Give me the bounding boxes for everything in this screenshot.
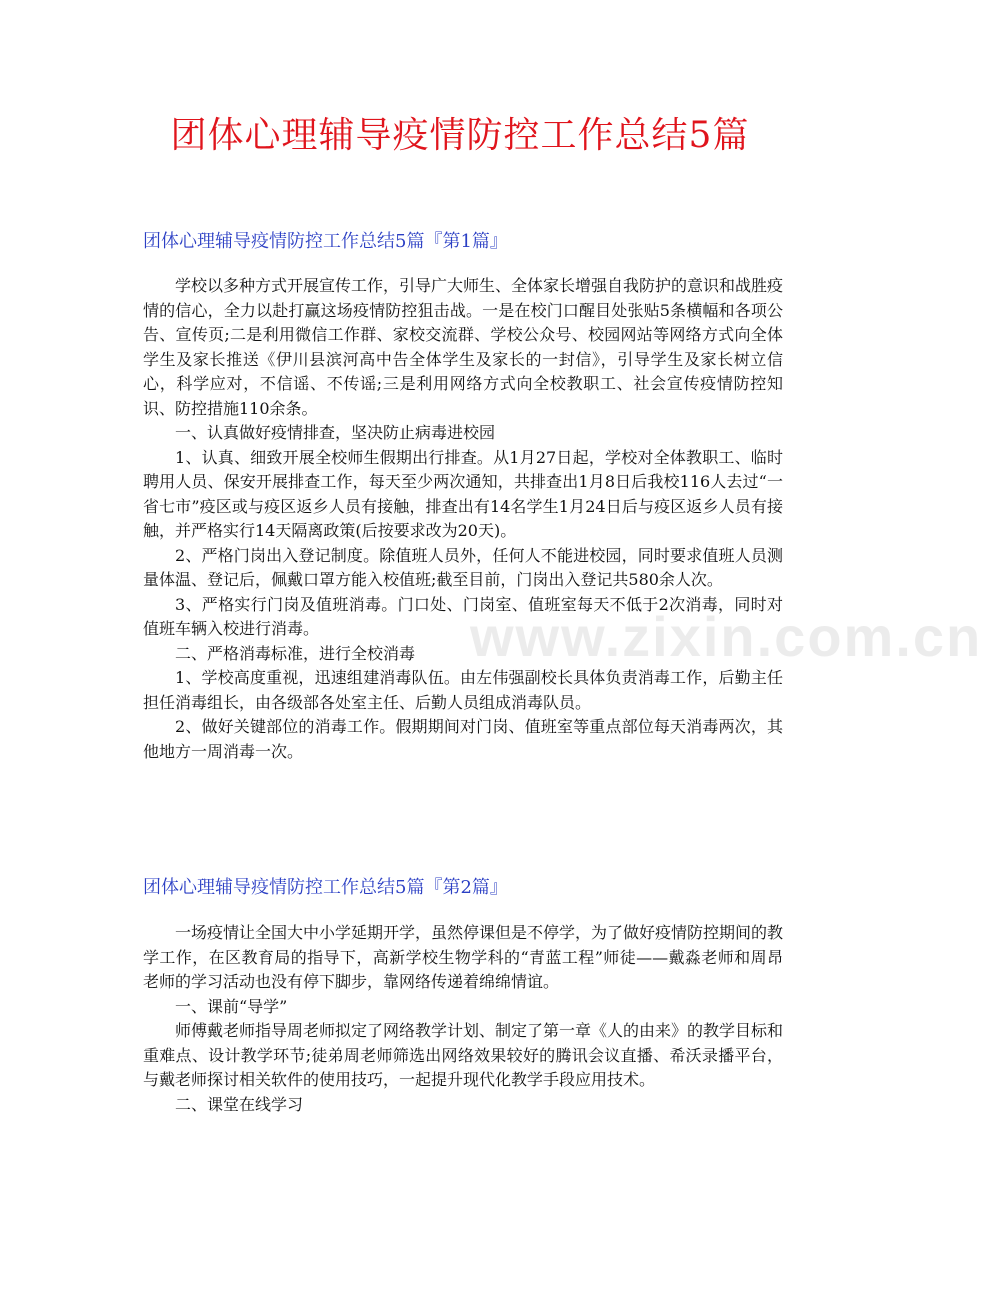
paragraph: 3、严格实行门岗及值班消毒。门口处、门岗室、值班室每天不低于2次消毒，同时对值班车辆入校进行消毒。 [143, 594, 783, 638]
paragraph: 学校以多种方式开展宣传工作，引导广大师生、全体家长增强自我防护的意识和战胜疫情的信心，全力以赴打赢这场疫情防控狙击战。一是在校门口醒目处张贴5条横幅和各项公告、宣传页;二是利用微信工作群、家校交流群、学校公众号、校园网站等网络方式向全体学生及家长推送《伊川县滨河高中告全体学生及家长的一封信》，引导学生及家长树立信心，科学应对，不信谣、不传谣;三是利用网络方式向全校教职工、社会宣传疫情防控知识、防控措施110余条。 [143, 276, 784, 418]
paragraph: 1、认真、细致开展全校师生假期出行排查。从1月27日起，学校对全体教职工、临时聘用人员、保安开展排查工作，每天至少两次通知，共排查出1月8日后我校116人去过“一省七市”疫区或与疫区返乡人员有接触，排查出有14名学生1月24日后与疫区返乡人员有接触，并严格实行14天隔离政策(后按要求改为20天)。 [143, 447, 783, 540]
paragraph: 师傅戴老师指导周老师拟定了网络教学计划、制定了第一章《人的由来》的教学目标和重难点、设计教学环节;徒弟周老师筛选出网络效果较好的腾讯会议直播、希沃录播平台，与戴老师探讨相关软件的使用技巧，一起提升现代化教学手段应用技术。 [143, 1021, 784, 1089]
paragraph: 2、严格门岗出入登记制度。除值班人员外，任何人不能进校园，同时要求值班人员测量体温、登记后，佩戴口罩方能入校值班;截至目前，门岗出入登记共580余人次。 [143, 545, 783, 589]
document-title: 团体心理辅导疫情防控工作总结5篇 [170, 115, 750, 156]
paragraph: 一、认真做好疫情排查，坚决防止病毒进校园 [175, 423, 496, 442]
section-heading-1: 团体心理辅导疫情防控工作总结5篇『第1篇』 [143, 231, 508, 252]
paragraph: 二、严格消毒标准，进行全校消毒 [175, 643, 416, 663]
section-body-2 [143, 921, 783, 1117]
paragraph: 1、学校高度重视，迅速组建消毒队伍。由左伟强副校长具体负责消毒工作，后勤主任担任消毒组长，由各级部各处室主任、后勤人员组成消毒队员。 [143, 668, 783, 712]
paragraph: 一场疫情让全国大中小学延期开学，虽然停课但是不停学，为了做好疫情防控期间的教学工作，在区教育局的指导下，高新学校生物学科的“青蓝工程”师徒——戴淼老师和周昂老师的学习活动也没有停下脚步，靠网络传递着绵绵情谊。 [143, 923, 784, 991]
paragraph: 一、课前“导学” [175, 996, 288, 1016]
paragraph: 2、做好关键部位的消毒工作。假期期间对门岗、值班室等重点部位每天消毒两次，其他地方一周消毒一次。 [143, 717, 783, 761]
section-body-1 [143, 274, 783, 764]
paragraph: 二、课堂在线学习 [175, 1094, 304, 1114]
watermark-text: www.zixin.com.cn [470, 605, 982, 668]
section-heading-2: 团体心理辅导疫情防控工作总结5篇『第2篇』 [143, 877, 508, 898]
